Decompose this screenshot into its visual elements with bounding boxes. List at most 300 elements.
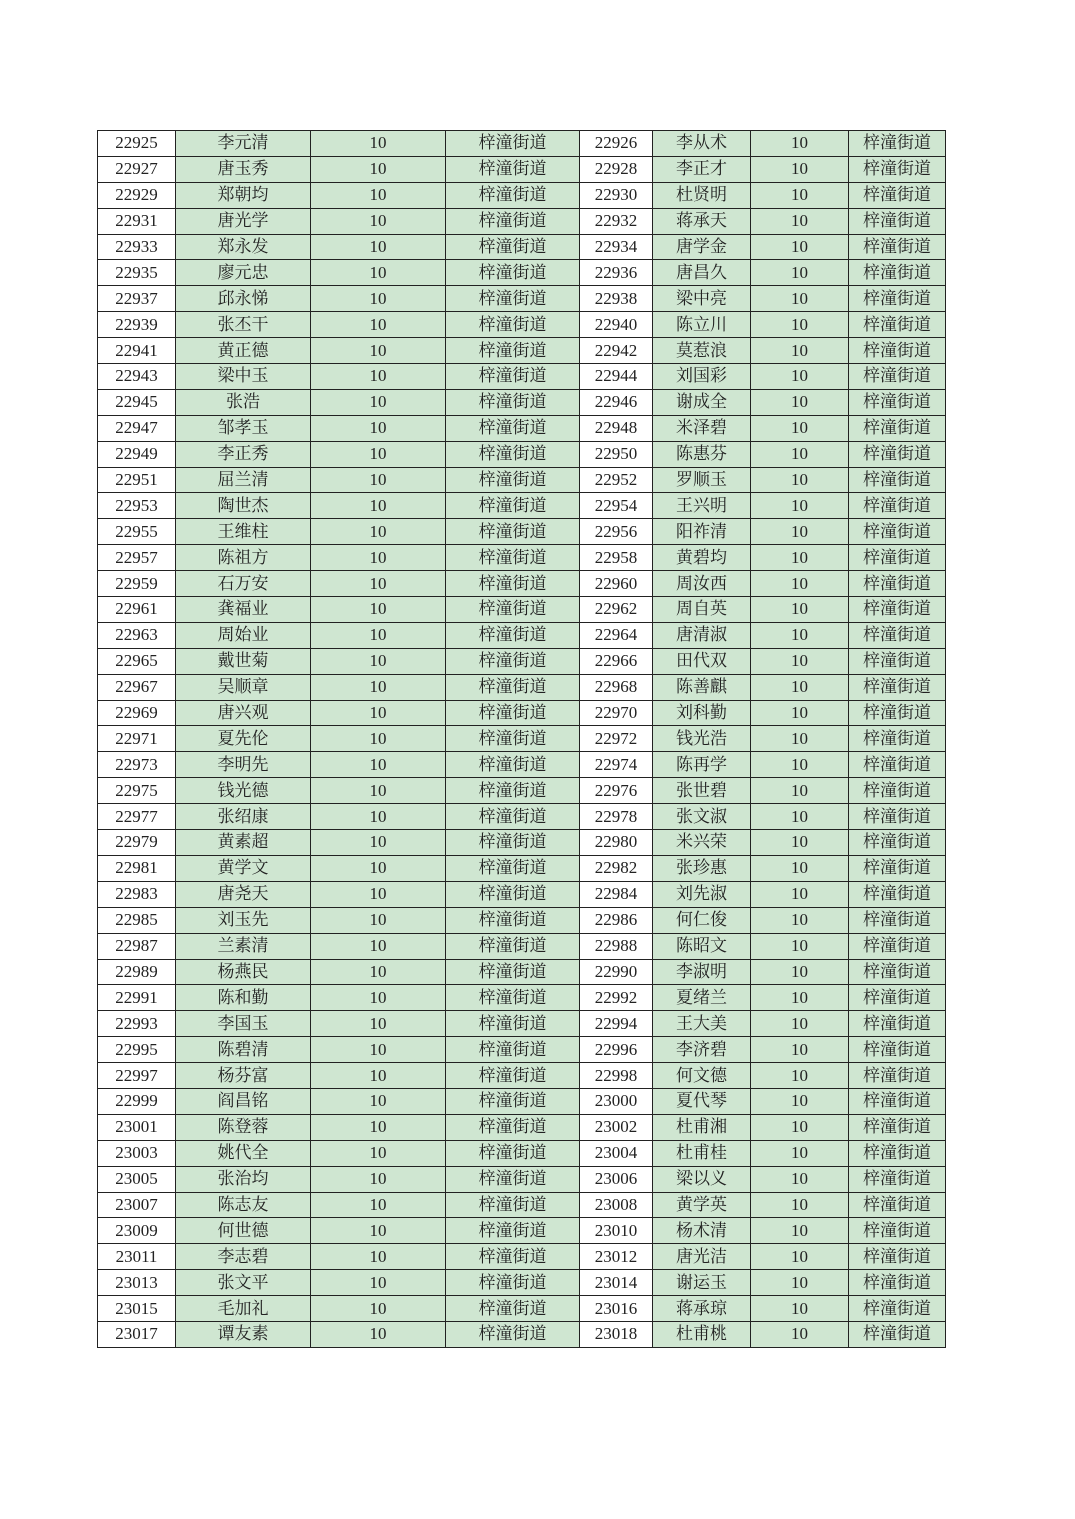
name-cell: 黄学英 — [653, 1192, 751, 1218]
name-cell: 陈惠芬 — [653, 441, 751, 467]
id-cell: 22926 — [580, 131, 653, 157]
amount-cell: 10 — [751, 208, 849, 234]
id-cell: 22940 — [580, 312, 653, 338]
street-cell: 梓潼街道 — [849, 182, 946, 208]
name-cell: 唐昌久 — [653, 260, 751, 286]
id-cell: 22997 — [98, 1063, 176, 1089]
street-cell: 梓潼街道 — [446, 519, 580, 545]
street-cell: 梓潼街道 — [849, 571, 946, 597]
table-row — [98, 830, 946, 856]
street-cell: 梓潼街道 — [446, 907, 580, 933]
street-cell: 梓潼街道 — [446, 1321, 580, 1347]
name-cell: 李从术 — [653, 131, 751, 157]
id-cell: 23017 — [98, 1321, 176, 1347]
id-cell: 23003 — [98, 1140, 176, 1166]
name-cell: 李淑明 — [653, 959, 751, 985]
amount-cell: 10 — [751, 467, 849, 493]
street-cell: 梓潼街道 — [849, 700, 946, 726]
street-cell: 梓潼街道 — [446, 622, 580, 648]
table-row — [98, 907, 946, 933]
amount-cell: 10 — [751, 286, 849, 312]
amount-cell: 10 — [751, 312, 849, 338]
table-row — [98, 1166, 946, 1192]
amount-cell: 10 — [751, 131, 849, 157]
name-cell: 钱光德 — [176, 778, 311, 804]
street-cell: 梓潼街道 — [446, 1270, 580, 1296]
table-row — [98, 286, 946, 312]
name-cell: 黄学文 — [176, 855, 311, 881]
name-cell: 毛加礼 — [176, 1296, 311, 1322]
id-cell: 22939 — [98, 312, 176, 338]
street-cell: 梓潼街道 — [446, 260, 580, 286]
amount-cell: 10 — [311, 208, 446, 234]
name-cell: 李明先 — [176, 752, 311, 778]
street-cell: 梓潼街道 — [849, 622, 946, 648]
amount-cell: 10 — [751, 855, 849, 881]
amount-cell: 10 — [751, 364, 849, 390]
id-cell: 22989 — [98, 959, 176, 985]
street-cell: 梓潼街道 — [849, 855, 946, 881]
street-cell: 梓潼街道 — [849, 959, 946, 985]
amount-cell: 10 — [751, 1192, 849, 1218]
street-cell: 梓潼街道 — [446, 467, 580, 493]
street-cell: 梓潼街道 — [446, 1296, 580, 1322]
table-row — [98, 648, 946, 674]
name-cell: 张世碧 — [653, 778, 751, 804]
roster-table — [97, 130, 946, 1348]
name-cell: 杜甫桃 — [653, 1321, 751, 1347]
name-cell: 李国玉 — [176, 1011, 311, 1037]
name-cell: 杨燕民 — [176, 959, 311, 985]
name-cell: 何世德 — [176, 1218, 311, 1244]
street-cell: 梓潼街道 — [849, 804, 946, 830]
id-cell: 22941 — [98, 338, 176, 364]
street-cell: 梓潼街道 — [849, 131, 946, 157]
id-cell: 22938 — [580, 286, 653, 312]
street-cell: 梓潼街道 — [446, 1011, 580, 1037]
name-cell: 夏代琴 — [653, 1088, 751, 1114]
id-cell: 22963 — [98, 622, 176, 648]
amount-cell: 10 — [311, 415, 446, 441]
id-cell: 23011 — [98, 1244, 176, 1270]
id-cell: 23014 — [580, 1270, 653, 1296]
street-cell: 梓潼街道 — [446, 286, 580, 312]
street-cell: 梓潼街道 — [446, 1192, 580, 1218]
amount-cell: 10 — [751, 1063, 849, 1089]
table-row — [98, 700, 946, 726]
amount-cell: 10 — [311, 234, 446, 260]
amount-cell: 10 — [311, 622, 446, 648]
id-cell: 23000 — [580, 1088, 653, 1114]
street-cell: 梓潼街道 — [849, 286, 946, 312]
street-cell: 梓潼街道 — [446, 1114, 580, 1140]
amount-cell: 10 — [751, 1244, 849, 1270]
street-cell: 梓潼街道 — [849, 881, 946, 907]
street-cell: 梓潼街道 — [446, 234, 580, 260]
name-cell: 杜甫湘 — [653, 1114, 751, 1140]
name-cell: 阎昌铭 — [176, 1088, 311, 1114]
name-cell: 刘先淑 — [653, 881, 751, 907]
table-row — [98, 1063, 946, 1089]
name-cell: 陈立川 — [653, 312, 751, 338]
street-cell: 梓潼街道 — [446, 855, 580, 881]
street-cell: 梓潼街道 — [446, 493, 580, 519]
table-row — [98, 415, 946, 441]
id-cell: 22925 — [98, 131, 176, 157]
id-cell: 22991 — [98, 985, 176, 1011]
name-cell: 杜甫桂 — [653, 1140, 751, 1166]
name-cell: 廖元忠 — [176, 260, 311, 286]
id-cell: 22952 — [580, 467, 653, 493]
name-cell: 陈登蓉 — [176, 1114, 311, 1140]
id-cell: 22987 — [98, 933, 176, 959]
name-cell: 唐清淑 — [653, 622, 751, 648]
id-cell: 22969 — [98, 700, 176, 726]
name-cell: 王维柱 — [176, 519, 311, 545]
id-cell: 22936 — [580, 260, 653, 286]
name-cell: 陈祖方 — [176, 545, 311, 571]
street-cell: 梓潼街道 — [849, 545, 946, 571]
id-cell: 22994 — [580, 1011, 653, 1037]
street-cell: 梓潼街道 — [849, 441, 946, 467]
amount-cell: 10 — [751, 804, 849, 830]
amount-cell: 10 — [751, 1114, 849, 1140]
table-row — [98, 622, 946, 648]
id-cell: 22943 — [98, 364, 176, 390]
street-cell: 梓潼街道 — [446, 131, 580, 157]
amount-cell: 10 — [311, 260, 446, 286]
name-cell: 唐尧天 — [176, 881, 311, 907]
id-cell: 22972 — [580, 726, 653, 752]
street-cell: 梓潼街道 — [446, 1088, 580, 1114]
street-cell: 梓潼街道 — [446, 1140, 580, 1166]
name-cell: 刘国彩 — [653, 364, 751, 390]
name-cell: 王大美 — [653, 1011, 751, 1037]
name-cell: 周自英 — [653, 597, 751, 623]
table-row — [98, 182, 946, 208]
name-cell: 刘科勤 — [653, 700, 751, 726]
name-cell: 陈碧清 — [176, 1037, 311, 1063]
amount-cell: 10 — [751, 493, 849, 519]
id-cell: 22947 — [98, 415, 176, 441]
street-cell: 梓潼街道 — [849, 933, 946, 959]
amount-cell: 10 — [311, 519, 446, 545]
street-cell: 梓潼街道 — [849, 234, 946, 260]
amount-cell: 10 — [311, 778, 446, 804]
table-row — [98, 208, 946, 234]
id-cell: 22984 — [580, 881, 653, 907]
table-row — [98, 1011, 946, 1037]
street-cell: 梓潼街道 — [446, 1063, 580, 1089]
name-cell: 蒋承琼 — [653, 1296, 751, 1322]
table-row — [98, 571, 946, 597]
street-cell: 梓潼街道 — [849, 907, 946, 933]
id-cell: 23018 — [580, 1321, 653, 1347]
street-cell: 梓潼街道 — [446, 208, 580, 234]
name-cell: 陈善麒 — [653, 674, 751, 700]
street-cell: 梓潼街道 — [849, 260, 946, 286]
name-cell: 谭友素 — [176, 1321, 311, 1347]
id-cell: 23001 — [98, 1114, 176, 1140]
name-cell: 郑朝均 — [176, 182, 311, 208]
name-cell: 谢运玉 — [653, 1270, 751, 1296]
street-cell: 梓潼街道 — [849, 1321, 946, 1347]
amount-cell: 10 — [311, 441, 446, 467]
amount-cell: 10 — [751, 234, 849, 260]
amount-cell: 10 — [751, 1037, 849, 1063]
amount-cell: 10 — [751, 1218, 849, 1244]
name-cell: 罗顺玉 — [653, 467, 751, 493]
street-cell: 梓潼街道 — [446, 830, 580, 856]
name-cell: 张珍惠 — [653, 855, 751, 881]
amount-cell: 10 — [311, 1166, 446, 1192]
amount-cell: 10 — [311, 545, 446, 571]
id-cell: 22944 — [580, 364, 653, 390]
street-cell: 梓潼街道 — [446, 364, 580, 390]
name-cell: 米泽碧 — [653, 415, 751, 441]
name-cell: 兰素清 — [176, 933, 311, 959]
table-row — [98, 1088, 946, 1114]
id-cell: 22996 — [580, 1037, 653, 1063]
table-row — [98, 1114, 946, 1140]
street-cell: 梓潼街道 — [446, 597, 580, 623]
id-cell: 22965 — [98, 648, 176, 674]
table-row — [98, 338, 946, 364]
amount-cell: 10 — [311, 312, 446, 338]
name-cell: 黄素超 — [176, 830, 311, 856]
street-cell: 梓潼街道 — [849, 467, 946, 493]
street-cell: 梓潼街道 — [446, 933, 580, 959]
id-cell: 22981 — [98, 855, 176, 881]
amount-cell: 10 — [751, 985, 849, 1011]
amount-cell: 10 — [311, 1088, 446, 1114]
street-cell: 梓潼街道 — [446, 778, 580, 804]
id-cell: 22988 — [580, 933, 653, 959]
table-row — [98, 1218, 946, 1244]
name-cell: 唐学金 — [653, 234, 751, 260]
amount-cell: 10 — [311, 1270, 446, 1296]
street-cell: 梓潼街道 — [849, 208, 946, 234]
street-cell: 梓潼街道 — [446, 648, 580, 674]
id-cell: 22980 — [580, 830, 653, 856]
amount-cell: 10 — [311, 726, 446, 752]
name-cell: 张治均 — [176, 1166, 311, 1192]
table-row — [98, 519, 946, 545]
id-cell: 23012 — [580, 1244, 653, 1270]
id-cell: 23004 — [580, 1140, 653, 1166]
table-row — [98, 674, 946, 700]
name-cell: 梁中亮 — [653, 286, 751, 312]
id-cell: 22976 — [580, 778, 653, 804]
street-cell: 梓潼街道 — [849, 1114, 946, 1140]
table-row — [98, 260, 946, 286]
street-cell: 梓潼街道 — [446, 1037, 580, 1063]
street-cell: 梓潼街道 — [849, 156, 946, 182]
amount-cell: 10 — [751, 415, 849, 441]
id-cell: 22964 — [580, 622, 653, 648]
amount-cell: 10 — [311, 1218, 446, 1244]
id-cell: 22975 — [98, 778, 176, 804]
name-cell: 邹孝玉 — [176, 415, 311, 441]
name-cell: 张丕干 — [176, 312, 311, 338]
street-cell: 梓潼街道 — [446, 571, 580, 597]
table-row — [98, 881, 946, 907]
amount-cell: 10 — [311, 597, 446, 623]
table-row — [98, 1140, 946, 1166]
street-cell: 梓潼街道 — [849, 674, 946, 700]
amount-cell: 10 — [311, 881, 446, 907]
id-cell: 22998 — [580, 1063, 653, 1089]
amount-cell: 10 — [311, 1011, 446, 1037]
amount-cell: 10 — [751, 571, 849, 597]
amount-cell: 10 — [751, 338, 849, 364]
amount-cell: 10 — [751, 726, 849, 752]
amount-cell: 10 — [311, 1296, 446, 1322]
amount-cell: 10 — [751, 182, 849, 208]
amount-cell: 10 — [751, 1296, 849, 1322]
amount-cell: 10 — [311, 364, 446, 390]
street-cell: 梓潼街道 — [446, 338, 580, 364]
amount-cell: 10 — [751, 648, 849, 674]
name-cell: 李济碧 — [653, 1037, 751, 1063]
id-cell: 22948 — [580, 415, 653, 441]
street-cell: 梓潼街道 — [849, 985, 946, 1011]
id-cell: 22960 — [580, 571, 653, 597]
name-cell: 米兴荣 — [653, 830, 751, 856]
id-cell: 22951 — [98, 467, 176, 493]
id-cell: 22995 — [98, 1037, 176, 1063]
table-row — [98, 493, 946, 519]
street-cell: 梓潼街道 — [849, 1088, 946, 1114]
id-cell: 22999 — [98, 1088, 176, 1114]
amount-cell: 10 — [751, 933, 849, 959]
name-cell: 陈和勤 — [176, 985, 311, 1011]
name-cell: 唐兴观 — [176, 700, 311, 726]
amount-cell: 10 — [751, 674, 849, 700]
amount-cell: 10 — [311, 131, 446, 157]
name-cell: 钱光浩 — [653, 726, 751, 752]
street-cell: 梓潼街道 — [849, 1011, 946, 1037]
table-row — [98, 597, 946, 623]
name-cell: 张文平 — [176, 1270, 311, 1296]
street-cell: 梓潼街道 — [446, 415, 580, 441]
amount-cell: 10 — [311, 1114, 446, 1140]
amount-cell: 10 — [311, 830, 446, 856]
id-cell: 22933 — [98, 234, 176, 260]
id-cell: 22932 — [580, 208, 653, 234]
id-cell: 22946 — [580, 389, 653, 415]
name-cell: 何文德 — [653, 1063, 751, 1089]
amount-cell: 10 — [311, 907, 446, 933]
street-cell: 梓潼街道 — [446, 156, 580, 182]
name-cell: 屈兰清 — [176, 467, 311, 493]
name-cell: 李正秀 — [176, 441, 311, 467]
id-cell: 22928 — [580, 156, 653, 182]
street-cell: 梓潼街道 — [849, 415, 946, 441]
id-cell: 23006 — [580, 1166, 653, 1192]
name-cell: 陈昭文 — [653, 933, 751, 959]
amount-cell: 10 — [311, 933, 446, 959]
name-cell: 姚代全 — [176, 1140, 311, 1166]
amount-cell: 10 — [311, 1244, 446, 1270]
name-cell: 田代双 — [653, 648, 751, 674]
id-cell: 22967 — [98, 674, 176, 700]
amount-cell: 10 — [751, 1140, 849, 1166]
id-cell: 22929 — [98, 182, 176, 208]
name-cell: 杨芬富 — [176, 1063, 311, 1089]
name-cell: 李正才 — [653, 156, 751, 182]
amount-cell: 10 — [751, 260, 849, 286]
street-cell: 梓潼街道 — [849, 1270, 946, 1296]
name-cell: 唐光洁 — [653, 1244, 751, 1270]
id-cell: 22990 — [580, 959, 653, 985]
id-cell: 22934 — [580, 234, 653, 260]
table-row — [98, 441, 946, 467]
id-cell: 23008 — [580, 1192, 653, 1218]
street-cell: 梓潼街道 — [849, 1296, 946, 1322]
amount-cell: 10 — [311, 985, 446, 1011]
name-cell: 梁以义 — [653, 1166, 751, 1192]
id-cell: 22974 — [580, 752, 653, 778]
name-cell: 龚福业 — [176, 597, 311, 623]
amount-cell: 10 — [311, 855, 446, 881]
id-cell: 22950 — [580, 441, 653, 467]
street-cell: 梓潼街道 — [849, 364, 946, 390]
amount-cell: 10 — [751, 959, 849, 985]
id-cell: 23002 — [580, 1114, 653, 1140]
amount-cell: 10 — [311, 338, 446, 364]
table-row — [98, 778, 946, 804]
name-cell: 李志碧 — [176, 1244, 311, 1270]
amount-cell: 10 — [311, 493, 446, 519]
amount-cell: 10 — [311, 389, 446, 415]
name-cell: 陶世杰 — [176, 493, 311, 519]
amount-cell: 10 — [751, 519, 849, 545]
table-row — [98, 726, 946, 752]
name-cell: 黄碧均 — [653, 545, 751, 571]
id-cell: 23005 — [98, 1166, 176, 1192]
street-cell: 梓潼街道 — [446, 389, 580, 415]
name-cell: 杜贤明 — [653, 182, 751, 208]
amount-cell: 10 — [751, 752, 849, 778]
id-cell: 22966 — [580, 648, 653, 674]
street-cell: 梓潼街道 — [849, 389, 946, 415]
name-cell: 张文淑 — [653, 804, 751, 830]
name-cell: 邱永悌 — [176, 286, 311, 312]
street-cell: 梓潼街道 — [849, 1140, 946, 1166]
amount-cell: 10 — [751, 881, 849, 907]
id-cell: 22979 — [98, 830, 176, 856]
amount-cell: 10 — [311, 804, 446, 830]
amount-cell: 10 — [311, 752, 446, 778]
street-cell: 梓潼街道 — [446, 182, 580, 208]
table-row — [98, 312, 946, 338]
street-cell: 梓潼街道 — [849, 648, 946, 674]
amount-cell: 10 — [751, 1166, 849, 1192]
name-cell: 张绍康 — [176, 804, 311, 830]
street-cell: 梓潼街道 — [446, 545, 580, 571]
amount-cell: 10 — [311, 648, 446, 674]
amount-cell: 10 — [311, 571, 446, 597]
name-cell: 王兴明 — [653, 493, 751, 519]
name-cell: 唐光学 — [176, 208, 311, 234]
name-cell: 周始业 — [176, 622, 311, 648]
id-cell: 22958 — [580, 545, 653, 571]
amount-cell: 10 — [311, 1140, 446, 1166]
id-cell: 22931 — [98, 208, 176, 234]
amount-cell: 10 — [311, 700, 446, 726]
table-row — [98, 933, 946, 959]
